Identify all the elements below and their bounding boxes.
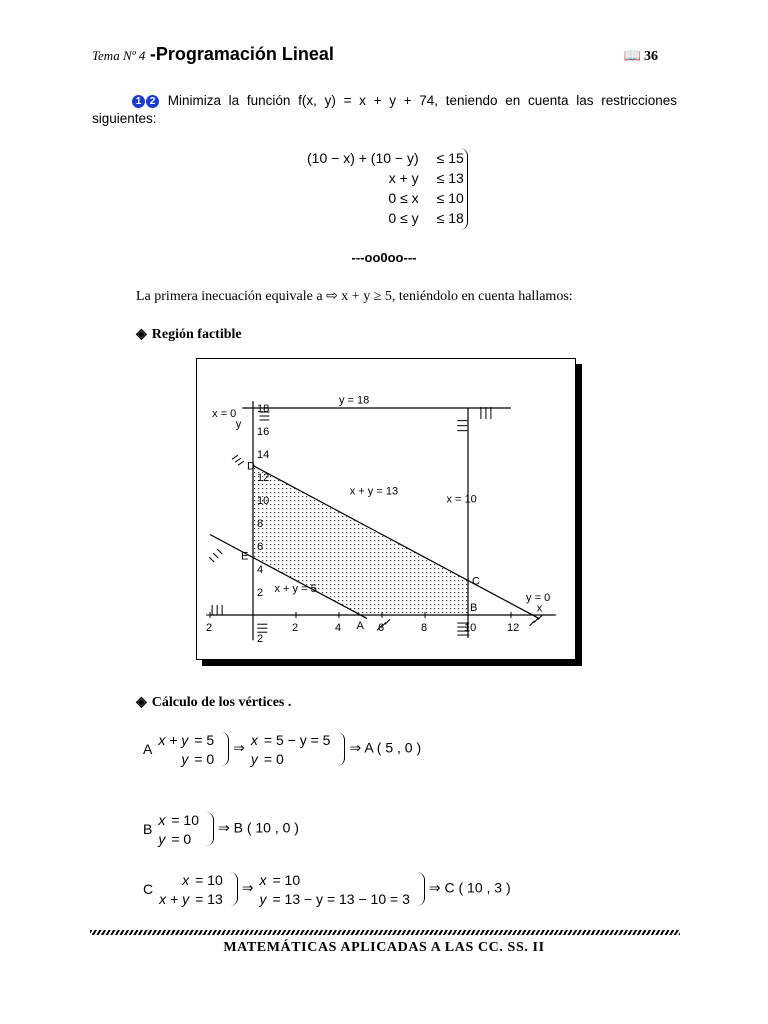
topic-number: Tema Nº 4 bbox=[92, 48, 146, 63]
footer-rule bbox=[90, 930, 680, 935]
sol-lhs: x bbox=[250, 731, 258, 748]
x-tick-label: 4 bbox=[335, 622, 342, 634]
x-tick-label: 6 bbox=[378, 622, 385, 634]
section-region-label: Región factible bbox=[151, 327, 242, 342]
y-tick-label: 2 bbox=[257, 633, 264, 645]
vertex-calc-c bbox=[140, 870, 514, 908]
y-tick-label: 18 bbox=[257, 403, 270, 415]
hatch-mark bbox=[385, 619, 390, 624]
eq-rhs: = 13 bbox=[195, 890, 223, 907]
constraint-row bbox=[305, 188, 466, 208]
y-tick-label: 14 bbox=[257, 449, 270, 461]
eq-lhs: x bbox=[182, 871, 190, 888]
hatch-mark bbox=[232, 455, 238, 459]
constraint-row bbox=[305, 208, 466, 228]
vertex-label-d: D bbox=[247, 460, 255, 473]
hatch-mark bbox=[213, 553, 218, 558]
section-region-heading bbox=[136, 326, 242, 343]
x-tick-label: 10 bbox=[464, 622, 477, 634]
y-tick-label: 8 bbox=[257, 518, 264, 530]
problem-badge-1: 1 bbox=[132, 95, 145, 108]
y-tick-label: 12 bbox=[257, 472, 270, 484]
problem-badge-2: 2 bbox=[146, 95, 159, 108]
vertex-label-a: A bbox=[356, 620, 364, 632]
page-header bbox=[92, 44, 334, 65]
brace bbox=[220, 732, 229, 766]
x-tick-label: 8 bbox=[421, 622, 428, 634]
sol-rhs: = 13 − y = 13 − 10 = 3 bbox=[272, 890, 410, 907]
book-icon: 📖 bbox=[623, 49, 641, 64]
feasible-region-svg bbox=[197, 359, 575, 659]
constraint-rhs: ≤ 18 bbox=[436, 210, 464, 226]
constraint-lhs: x + y bbox=[388, 170, 419, 186]
brace bbox=[205, 812, 214, 846]
constraint-lhs: (10 − x) + (10 − y) bbox=[307, 150, 419, 166]
eq-lhs: x bbox=[158, 811, 166, 828]
eq-rhs: = 10 bbox=[171, 811, 199, 828]
section-divider: ---oo0oo--- bbox=[351, 250, 417, 265]
section-vertices-heading bbox=[136, 694, 291, 711]
brace bbox=[229, 872, 238, 906]
implies-arrow: ⇒ bbox=[241, 879, 254, 896]
vertex-label: C bbox=[143, 881, 154, 897]
eq-rhs: = 0 bbox=[171, 830, 192, 847]
feasible-region-chart bbox=[196, 358, 576, 660]
y-tick-label: 4 bbox=[257, 564, 264, 576]
constraint-rhs: ≤ 15 bbox=[436, 150, 464, 166]
hatch-mark bbox=[530, 621, 535, 626]
x-tick-label: 2 bbox=[206, 622, 213, 634]
hatch-mark bbox=[209, 557, 214, 562]
constraint-row bbox=[305, 168, 466, 188]
implies-arrow: ⇒ bbox=[233, 739, 245, 756]
y-axis-label: y bbox=[235, 418, 242, 431]
vertex-result: ⇒ C ( 10 , 3 ) bbox=[428, 879, 511, 896]
eq-lhs: y bbox=[158, 830, 166, 847]
hatch-mark bbox=[534, 618, 539, 623]
vertex-result: ⇒ A ( 5 , 0 ) bbox=[349, 739, 422, 756]
eq-rhs: = 0 bbox=[194, 750, 215, 767]
page-number bbox=[624, 48, 658, 65]
eq-lhs: x + y bbox=[158, 731, 189, 748]
sol-lhs: x bbox=[259, 871, 267, 888]
constraints-brace bbox=[457, 148, 468, 230]
sol-rhs: = 0 bbox=[263, 750, 284, 767]
x-tick-label: 2 bbox=[292, 622, 299, 634]
diamond-bullet-icon: ◈ bbox=[136, 327, 147, 342]
sol-lhs: y bbox=[259, 890, 267, 907]
page-number-value: 36 bbox=[644, 49, 658, 64]
diamond-bullet-icon: ◈ bbox=[136, 695, 147, 710]
hatch-mark bbox=[235, 458, 241, 462]
constraints-system bbox=[305, 148, 466, 228]
hatch-mark bbox=[238, 461, 244, 465]
constraint-line-label: y = 0 bbox=[526, 592, 551, 605]
eq-rhs: = 10 bbox=[195, 871, 223, 888]
constraint-line-label: x + y = 13 bbox=[349, 485, 399, 498]
eq-rhs: = 5 bbox=[194, 731, 215, 748]
problem-statement bbox=[92, 92, 677, 128]
sol-lhs: y bbox=[250, 750, 258, 767]
vertex-calc-b bbox=[140, 810, 302, 848]
vertex-label-b: B bbox=[470, 602, 478, 614]
constraint-lhs: 0 ≤ x bbox=[388, 190, 419, 206]
constraint-line-label: x + y = 5 bbox=[274, 583, 317, 595]
brace bbox=[336, 732, 345, 766]
constraint-rhs: ≤ 10 bbox=[436, 190, 464, 206]
vertex-label-e: E bbox=[241, 550, 249, 563]
constraint-row bbox=[305, 148, 466, 168]
vertex-label-c: C bbox=[472, 575, 480, 588]
x-equals-0-label: x = 0 bbox=[212, 408, 237, 421]
page-title: -Programación Lineal bbox=[149, 44, 334, 64]
constraint-lhs: 0 ≤ y bbox=[388, 210, 419, 226]
constraint-line-label: y = 18 bbox=[339, 394, 370, 407]
sol-rhs: = 10 bbox=[272, 871, 301, 888]
eq-lhs: y bbox=[181, 750, 189, 767]
x-tick-label: 12 bbox=[507, 622, 520, 634]
equivalence-text: La primera inecuación equivale a ⇨ x + y ≥ 5, teniéndolo en cuenta hallamos: bbox=[136, 289, 573, 304]
vertex-result: ⇒ B ( 10 , 0 ) bbox=[217, 819, 299, 836]
section-vertices-label: Cálculo de los vértices . bbox=[151, 695, 292, 710]
y-tick-label: 10 bbox=[257, 495, 270, 507]
y-tick-label: 16 bbox=[257, 426, 270, 438]
footer-title: MATEMÁTICAS APLICADAS A LAS CC. SS. II bbox=[223, 940, 545, 955]
vertex-label: A bbox=[143, 741, 153, 757]
constraint-rhs: ≤ 13 bbox=[436, 170, 464, 186]
vertex-calc-a bbox=[140, 730, 424, 768]
sol-rhs: = 5 − y = 5 bbox=[263, 731, 331, 748]
hatch-mark bbox=[217, 549, 222, 554]
eq-lhs: x + y bbox=[159, 890, 190, 907]
problem-text: Minimiza la función f(x, y) = x + y + 74, teniendo en cuenta las restricciones siguientes: bbox=[92, 93, 677, 126]
vertex-label: B bbox=[143, 821, 153, 837]
x-axis-label: x bbox=[536, 602, 543, 615]
y-tick-label: 6 bbox=[257, 541, 264, 553]
constraint-line-label: x = 10 bbox=[446, 493, 477, 506]
y-tick-label: 2 bbox=[257, 587, 264, 599]
brace bbox=[416, 872, 425, 906]
